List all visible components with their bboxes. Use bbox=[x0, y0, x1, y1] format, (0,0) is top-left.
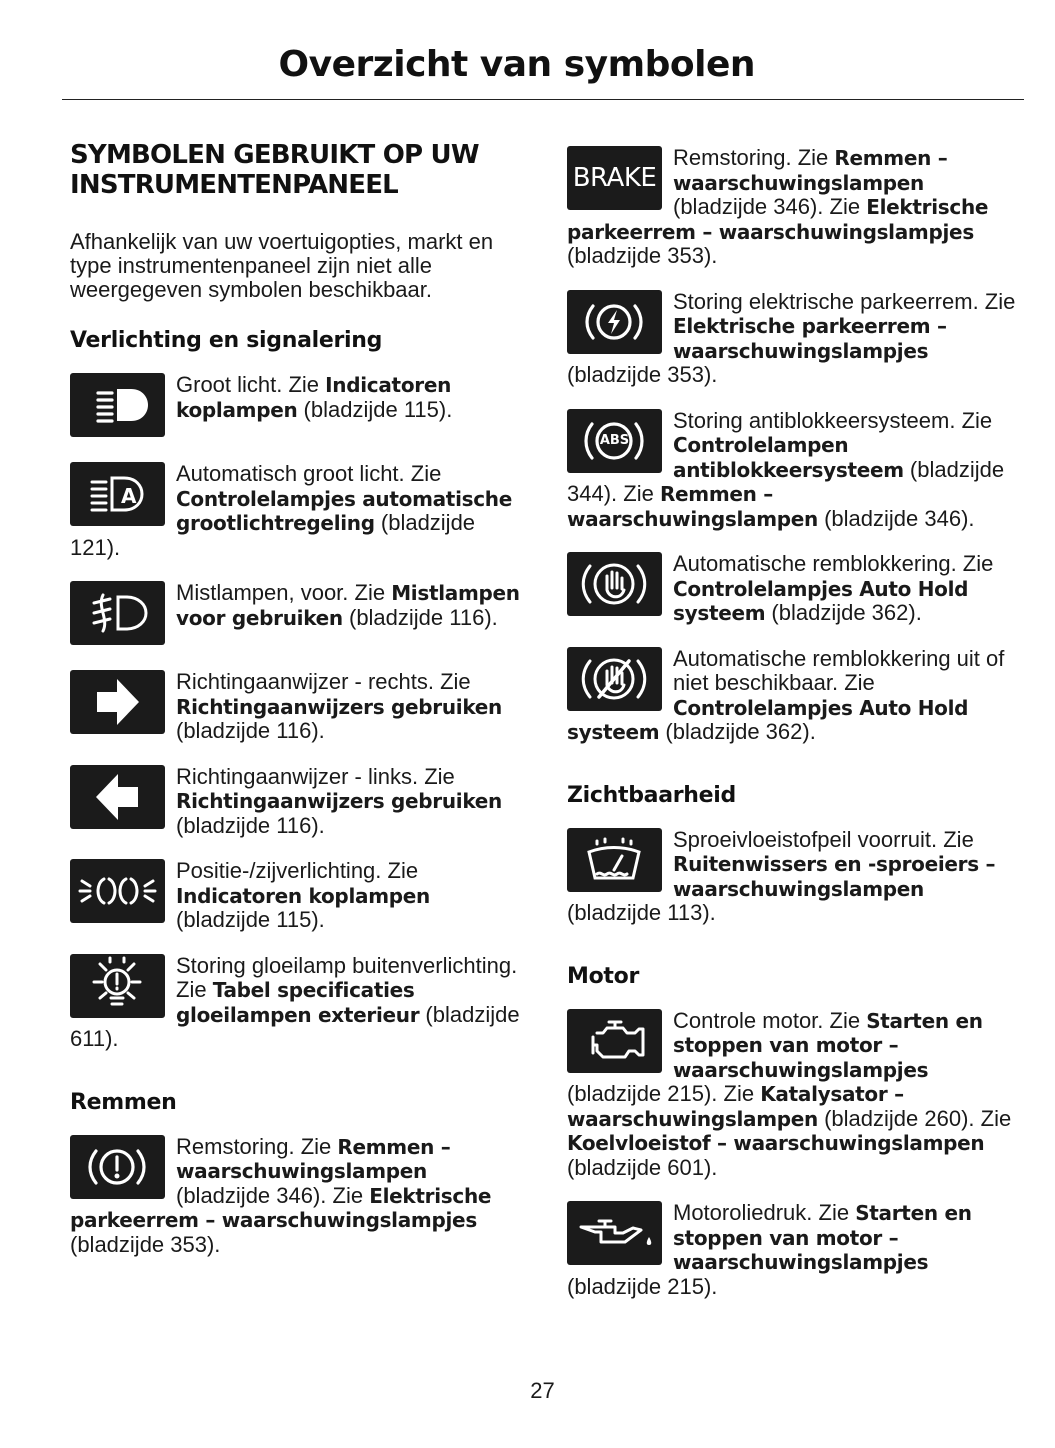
symbol-entry-bulb-failure bbox=[70, 954, 525, 1052]
symbol-entry-epb-fault bbox=[567, 290, 1022, 388]
cross-reference[interactable]: Remmen – waarschuwingslampen bbox=[176, 1134, 451, 1183]
symbol-entry-washer-fluid bbox=[567, 828, 1022, 926]
brake-icon-label: BRAKE bbox=[572, 163, 657, 193]
auto-hold-icon bbox=[567, 552, 662, 616]
entry-text: Remstoring. Zie bbox=[176, 1133, 338, 1159]
entry-text: (bladzijde 611). bbox=[70, 1001, 520, 1051]
entry-text: Storing antiblokkeersysteem. Zie bbox=[673, 407, 993, 433]
symbol-entry-auto-hold-off bbox=[567, 647, 1022, 745]
entry-text: (bladzijde 346). Zie bbox=[176, 1182, 370, 1208]
cross-reference[interactable]: Remmen – waarschuwingslampen bbox=[567, 482, 818, 531]
entry-text: (bladzijde 113). bbox=[567, 900, 716, 925]
brake-text-icon bbox=[567, 146, 662, 210]
entry-text: Storing elektrische parkeerrem. Zie bbox=[673, 288, 1016, 314]
auto-hold-off-icon bbox=[567, 647, 662, 711]
entry-text: (bladzijde 344). Zie bbox=[567, 456, 1005, 506]
cross-reference[interactable]: Controlelampjes Auto Hold systeem bbox=[673, 576, 969, 625]
entry-text: (bladzijde 116). bbox=[342, 604, 498, 630]
high-beam-icon bbox=[70, 373, 165, 437]
cross-reference[interactable]: Controlelampjes Auto Hold systeem bbox=[567, 695, 969, 744]
left-column bbox=[70, 140, 525, 1278]
cross-reference[interactable]: Starten en stoppen van motor – waarschuwingslampjes bbox=[673, 1008, 983, 1082]
entry-text: Motoroliedruk. Zie bbox=[673, 1200, 856, 1225]
entry-text: Richtingaanwijzer - rechts. Zie bbox=[176, 669, 471, 694]
symbol-entry-turn-left bbox=[70, 765, 525, 839]
subheading-verlichting: Verlichting en signalering bbox=[70, 328, 383, 353]
entry-text: (bladzijde 353). bbox=[70, 1231, 221, 1257]
cross-reference[interactable]: Katalysator – waarschuwingslampen bbox=[567, 1082, 904, 1131]
turn-signal-right-icon bbox=[70, 670, 165, 734]
symbol-entry-auto-hold bbox=[567, 552, 1022, 626]
turn-signal-left-icon bbox=[70, 765, 165, 829]
front-fog-lamp-icon bbox=[70, 581, 165, 645]
entry-text: (bladzijde 346). Zie bbox=[673, 194, 867, 219]
right-column bbox=[567, 140, 1022, 1320]
cross-reference[interactable]: Mistlampen voor gebruiken bbox=[176, 581, 520, 630]
page-title: Overzicht van symbolen bbox=[278, 44, 755, 85]
entry-text: (bladzijde 115). bbox=[176, 907, 325, 932]
symbol-entry-abs bbox=[567, 409, 1022, 532]
entry-text: Automatisch groot licht. Zie bbox=[176, 461, 442, 486]
entry-text: (bladzijde 215). Zie bbox=[567, 1081, 761, 1106]
abs-icon-label: ABS bbox=[599, 433, 630, 448]
cross-reference[interactable]: Indicatoren koplampen bbox=[176, 373, 452, 422]
svg-text:A: A bbox=[121, 484, 137, 508]
cross-reference[interactable]: Ruitenwissers en -sproeiers – waarschuwingslampen bbox=[673, 852, 996, 901]
entry-text: Storing gloeilamp buitenverlichting. Zie bbox=[176, 952, 518, 1002]
symbol-entry-position-lamps bbox=[70, 859, 525, 933]
washer-fluid-icon bbox=[567, 828, 662, 892]
cross-reference[interactable]: Elektrische parkeerrem – waarschuwingslampjes bbox=[567, 195, 989, 244]
cross-reference[interactable]: Controlelampjes automatische grootlichtregeling bbox=[176, 486, 512, 535]
header-rule bbox=[62, 99, 1024, 100]
entry-text: (bladzijde 353). bbox=[567, 362, 718, 387]
brake-warning-icon bbox=[70, 1135, 165, 1199]
abs-icon bbox=[567, 409, 662, 473]
symbol-entry-high-beam bbox=[70, 373, 525, 441]
entry-text: (bladzijde 362). bbox=[765, 600, 922, 625]
entry-text: (bladzijde 353). bbox=[567, 243, 718, 268]
bulb-failure-icon bbox=[70, 954, 165, 1018]
page-number: 27 bbox=[530, 1378, 555, 1403]
entry-text: (bladzijde 362). bbox=[659, 719, 816, 744]
symbol-entry-check-engine bbox=[567, 1009, 1022, 1181]
cross-reference[interactable]: Elektrische parkeerrem – waarschuwingslampjes bbox=[70, 1183, 492, 1232]
auto-high-beam-icon bbox=[70, 462, 165, 526]
entry-text: (bladzijde 121). bbox=[70, 510, 476, 560]
cross-reference[interactable]: Starten en stoppen van motor – waarschuwingslampjes bbox=[673, 1201, 972, 1274]
oil-pressure-icon bbox=[567, 1201, 662, 1265]
entry-text: Controle motor. Zie bbox=[673, 1007, 867, 1033]
symbol-entry-auto-high-beam bbox=[70, 462, 525, 560]
symbol-entry-brake-warning bbox=[70, 1135, 525, 1258]
position-lamps-icon bbox=[70, 859, 165, 923]
intro-paragraph: Afhankelijk van uw voertuigopties, markt en type instrumentenpaneel zijn niet alle weergegeven symbolen beschikbaar. bbox=[70, 229, 494, 302]
entry-text: Remstoring. Zie bbox=[673, 145, 835, 170]
entry-text: Richtingaanwijzer - links. Zie bbox=[176, 763, 455, 789]
cross-reference[interactable]: Richtingaanwijzers gebruiken bbox=[176, 694, 502, 719]
cross-reference[interactable]: Indicatoren koplampen bbox=[176, 883, 430, 908]
cross-reference[interactable]: Tabel specificaties gloeilampen exterieur bbox=[176, 978, 420, 1027]
subheading-zichtbaarheid: Zichtbaarheid bbox=[567, 782, 736, 808]
entry-text: (bladzijde 215). bbox=[567, 1273, 718, 1299]
entry-text: Groot licht. Zie bbox=[176, 372, 326, 397]
cross-reference[interactable]: Richtingaanwijzers gebruiken bbox=[176, 789, 502, 813]
subheading-motor: Motor bbox=[567, 963, 639, 989]
symbol-entry-front-fog bbox=[70, 581, 525, 649]
entry-text: (bladzijde 116). bbox=[176, 718, 325, 743]
subheading-remmen: Remmen bbox=[70, 1089, 177, 1115]
symbol-entry-oil-pressure bbox=[567, 1201, 1022, 1299]
cross-reference[interactable]: Koelvloeistof – waarschuwingslampen bbox=[567, 1131, 985, 1155]
cross-reference[interactable]: Controlelampen antiblokkeersysteem bbox=[673, 433, 904, 482]
entry-text: (bladzijde 116). bbox=[176, 812, 325, 838]
entry-text: Sproeivloeistofpeil voorruit. Zie bbox=[673, 826, 974, 852]
cross-reference[interactable]: Elektrische parkeerrem – waarschuwingslampjes bbox=[673, 314, 947, 363]
entry-text: Positie-/zijverlichting. Zie bbox=[176, 858, 419, 883]
entry-text: Automatische remblokkering. Zie bbox=[673, 551, 994, 576]
cross-reference[interactable]: Remmen – waarschuwingslampen bbox=[673, 146, 948, 195]
entry-text: (bladzijde 601). bbox=[567, 1154, 718, 1180]
symbol-entry-brake-text bbox=[567, 146, 1022, 269]
entry-text: Mistlampen, voor. Zie bbox=[176, 580, 392, 605]
entry-text: (bladzijde 346). bbox=[817, 505, 975, 531]
electric-parking-brake-fault-icon bbox=[567, 290, 662, 354]
entry-text: Automatische remblokkering uit of niet beschikbaar. Zie bbox=[673, 645, 1005, 695]
entry-text: (bladzijde 260). Zie bbox=[817, 1105, 1012, 1131]
entry-text: (bladzijde 115). bbox=[297, 396, 453, 422]
check-engine-icon bbox=[567, 1009, 662, 1073]
symbol-entry-turn-right bbox=[70, 670, 525, 744]
section-heading: SYMBOLEN GEBRUIKT OP UW INSTRUMENTENPANEEL bbox=[70, 140, 479, 200]
